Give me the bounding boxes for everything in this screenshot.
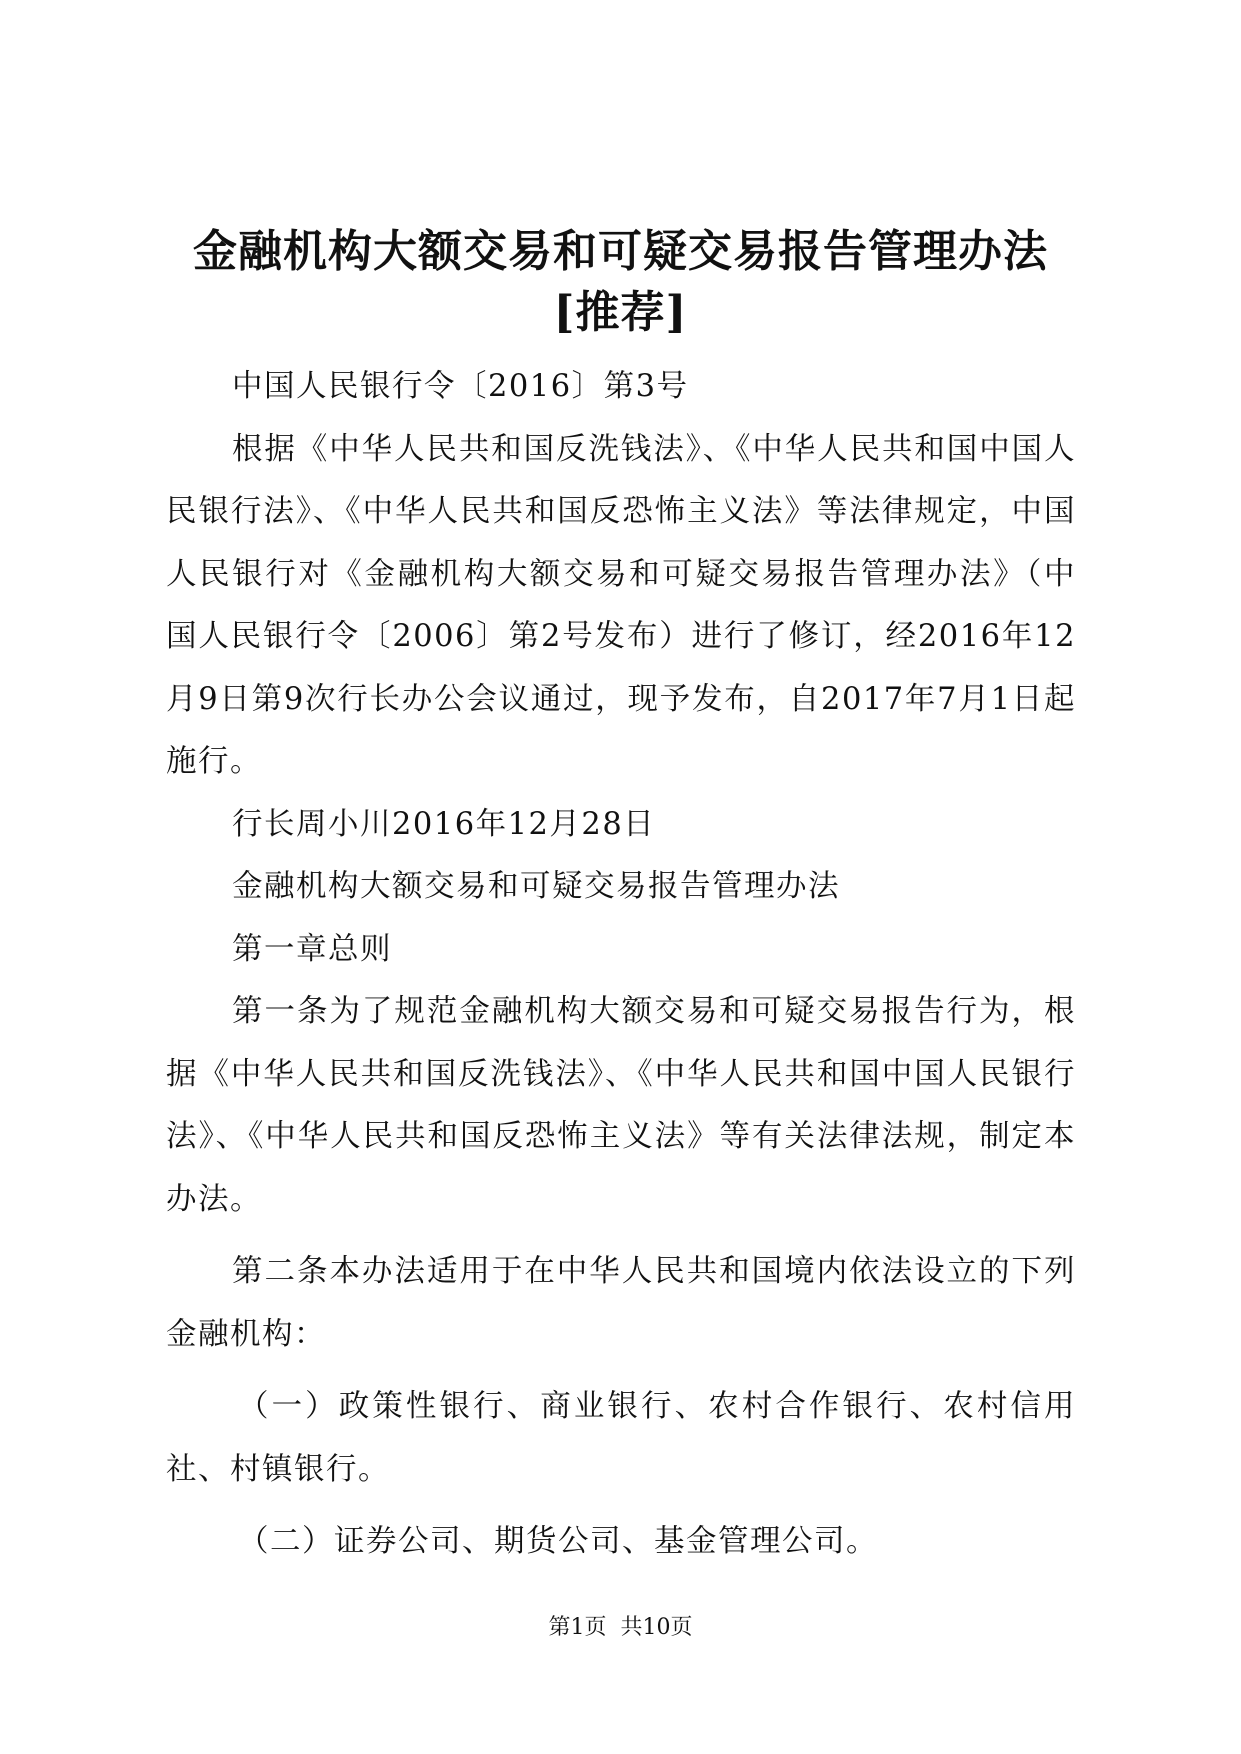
preamble-paragraph: 根据《中华人民共和国反洗钱法》、《中华人民共和国中国人民银行法》、《中华人民共和国反恐怖主义法》等法律规定，中国人民银行对《金融机构大额交易和可疑交易报告管理办法》（中国人民银行令〔2006〕第2号发布）进行了修订，经2016年12月9日第9次行长办公会议通过，现予发布，自2017年7月1日起施行。 — [166, 431, 1076, 779]
article-2: 第二条本办法适用于在中华人民共和国境内依法设立的下列金融机构： — [166, 1254, 1076, 1352]
article-2-item-1: （一）政策性银行、商业银行、农村合作银行、农村信用社、村镇银行。 — [166, 1389, 1076, 1487]
document-body — [166, 356, 1076, 1574]
signature-line: 行长周小川2016年12月28日 — [232, 806, 656, 842]
document-title-line-2: [推荐] — [553, 287, 688, 338]
article-1: 第一条为了规范金融机构大额交易和可疑交易报告行为，根据《中华人民共和国反洗钱法》、《中华人民共和国中国人民银行法》、《中华人民共和国反恐怖主义法》等有关法律法规，制定本办法。 — [166, 994, 1076, 1217]
regulation-name: 金融机构大额交易和可疑交易报告管理办法 — [232, 869, 840, 904]
chapter-heading: 第一章总则 — [232, 931, 392, 967]
decree-number: 中国人民银行令〔2016〕第3号 — [232, 369, 689, 404]
page-total: 共10页 — [620, 1615, 693, 1640]
document-title-line-1: 金融机构大额交易和可疑交易报告管理办法 — [193, 226, 1048, 277]
article-2-item-2: （二）证券公司、期货公司、基金管理公司。 — [238, 1524, 878, 1559]
page-footer — [0, 1610, 1241, 1641]
page-number: 第1页 — [548, 1615, 607, 1640]
